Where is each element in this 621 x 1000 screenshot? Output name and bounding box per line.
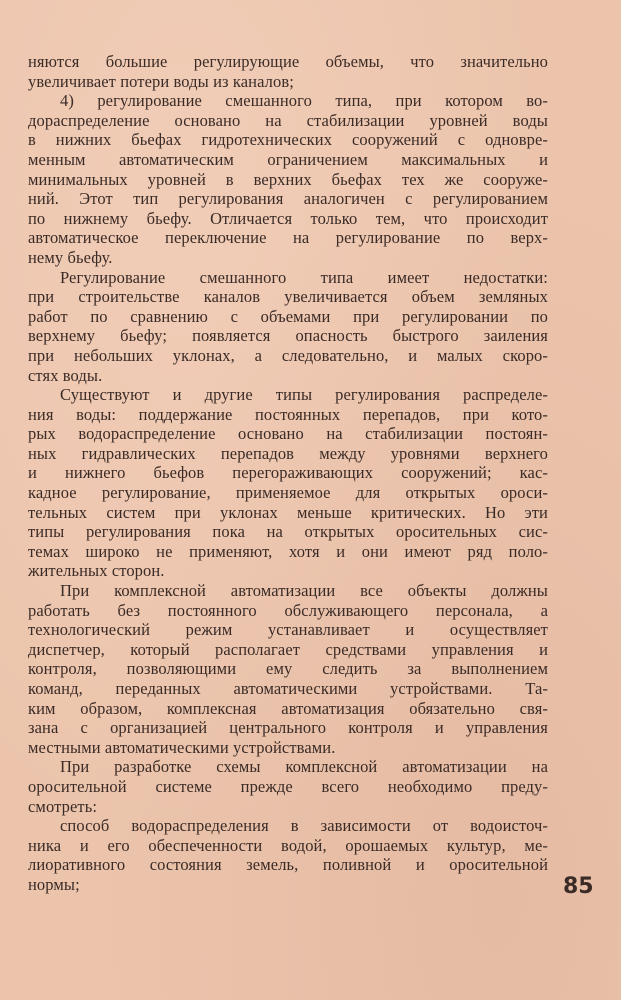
text-line: ний. Этот тип регулирования аналогичен с регулированием — [28, 189, 548, 209]
text-line: нормы; — [28, 874, 80, 894]
text-line: при небольших уклонах, а следовательно, и малых скоро- — [28, 345, 548, 365]
text-line: по нижнему бьефу. Отличается только тем, что происходит — [28, 208, 548, 228]
text-line: оросительной системе прежде всего необходимо преду- — [28, 776, 548, 796]
text-line: минимальных уровней в верхних бьефах тех же сооруже- — [28, 169, 548, 189]
text-line: местными автоматическими устройствами. — [28, 737, 336, 757]
page-number: 85 — [563, 874, 594, 899]
text-line: контроля, позволяющими ему следить за выполнением — [28, 659, 548, 679]
text-line: работ по сравнению с объемами при регулировании по — [28, 306, 548, 326]
text-line: в нижних бьефах гидротехнических сооружений с одновре- — [28, 130, 548, 150]
text-line: При разработке схемы комплексной автоматизации на — [60, 757, 548, 777]
text-line: смотреть: — [28, 796, 98, 816]
text-line: няются большие регулирующие объемы, что значительно — [28, 52, 548, 71]
text-line: менным автоматическим ограничением максимальных и — [28, 149, 548, 169]
text-line: ния воды: поддержание постоянных перепадов, при кото- — [28, 404, 548, 424]
text-line: автоматическое переключение на регулирование по верх- — [28, 228, 548, 248]
text-line: темах широко не применяют, хотя и они имеют ряд поло- — [28, 541, 548, 561]
text-line: и нижнего бьефов перегораживающих сооружений; кас- — [28, 463, 548, 483]
text-line: нему бьефу. — [28, 247, 113, 267]
text-line: работать без постоянного обслуживающего персонала, а — [28, 600, 548, 620]
text-line: Существуют и другие типы регулирования распределе- — [60, 385, 548, 405]
text-line: команд, переданных автоматическими устройствами. Та- — [28, 679, 548, 698]
text-line: тельных систем при уклонах меньше критических. Но эти — [28, 502, 548, 522]
text-line: диспетчер, который располагает средствами управления и — [28, 639, 548, 659]
text-line: ника и его обеспеченности водой, орошаемых культур, ме- — [28, 835, 548, 855]
text-line: ким образом, комплексная автоматизация обязательно свя- — [28, 698, 548, 718]
text-line: стях воды. — [28, 365, 103, 385]
body-text — [28, 52, 548, 895]
text-line: технологический режим устанавливает и осуществляет — [28, 620, 548, 640]
text-line: дораспределение основано на стабилизации уровней воды — [28, 110, 548, 130]
text-line: способ водораспределения в зависимости от водоисточ- — [60, 816, 548, 836]
text-line: увеличивает потери воды из каналов; — [28, 71, 294, 91]
text-line: ных гидравлических перепадов между уровнями верхнего — [28, 443, 548, 463]
text-line: жительных сторон. — [28, 561, 165, 581]
text-line: лиоративного состояния земель, поливной и оросительной — [28, 855, 548, 875]
text-line: верхнему бьефу; появляется опасность быстрого заиления — [28, 326, 548, 346]
text-line: 4) регулирование смешанного типа, при котором во- — [60, 91, 548, 111]
text-line: при строительстве каналов увеличивается объем земляных — [28, 287, 548, 307]
text-line: При комплексной автоматизации все объекты должны — [60, 581, 548, 601]
text-line: кадное регулирование, применяемое для открытых ороси- — [28, 483, 548, 503]
text-line: Регулирование смешанного типа имеет недостатки: — [60, 267, 548, 287]
text-line: рых водораспределение основано на стабилизации постоян- — [28, 424, 548, 444]
text-line: зана с организацией центрального контроля и управления — [28, 718, 548, 738]
text-line: типы регулирования пока на открытых оросительных сис- — [28, 522, 548, 542]
